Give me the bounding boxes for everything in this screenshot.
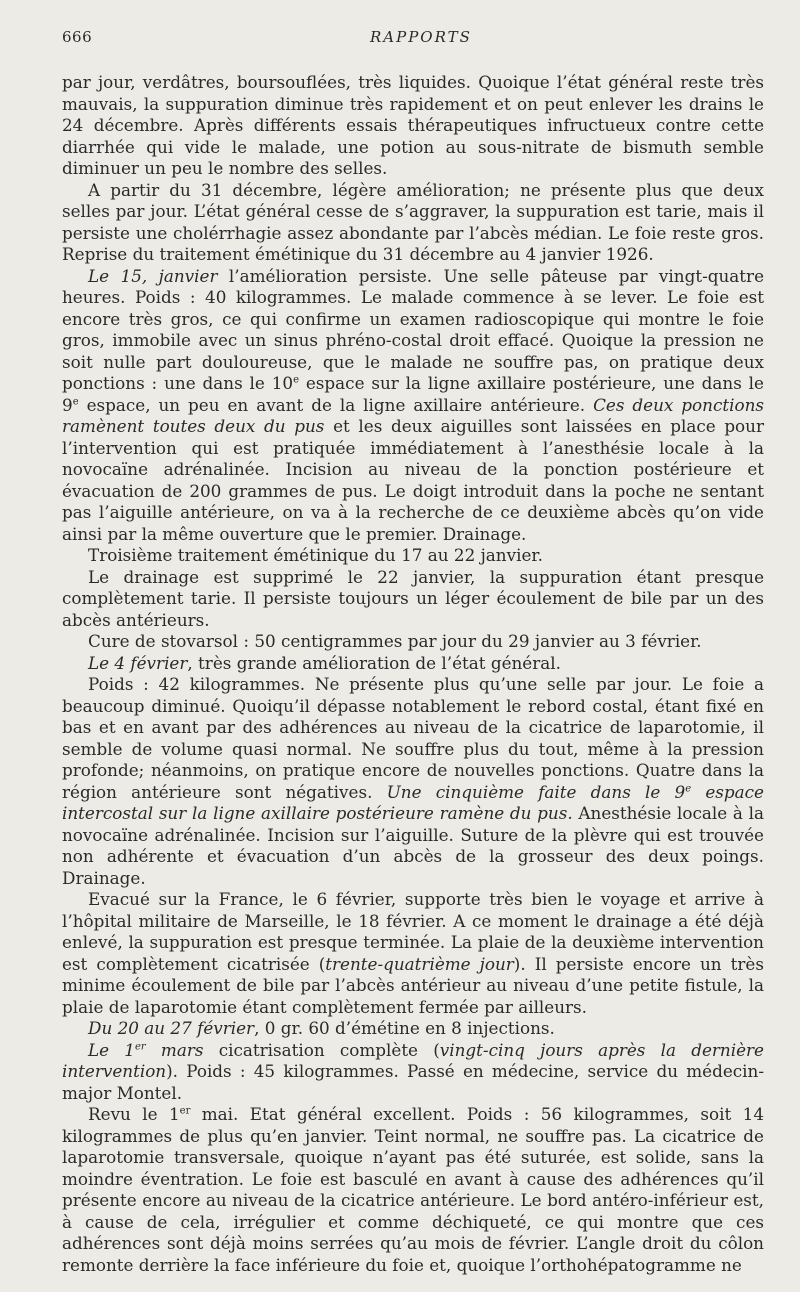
- text-run: espace, un peu en avant de la ligne axillaire antérieure.: [78, 394, 594, 415]
- text-run: Le drainage est supprimé le 22 janvier, la suppuration étant presque complètement tarie. Il persiste toujours un léger écoulement de bile par un des abcès antérieurs.: [62, 566, 764, 630]
- text-run: , très grande amélioration de l’état général.: [187, 652, 561, 673]
- superscript: er: [179, 1105, 191, 1117]
- paragraph-p10: [62, 1018, 764, 1040]
- paragraph-p2: [62, 180, 764, 266]
- page-header: [62, 28, 760, 52]
- paragraph-p4: [62, 545, 764, 567]
- superscript: e: [72, 395, 79, 407]
- text-run: A partir du 31 décembre, légère amélioration; ne présente plus que deux selles par jour. L’état général cesse de s’aggraver, la suppuration est tarie, mais il persiste une cholérrhagie assez abondante par l’abcès médian. Le foie reste gros. Reprise du traitement émétinique du 31 décembre au 4 janvier 1926.: [62, 179, 764, 264]
- paragraph-p12: [62, 1104, 764, 1276]
- text-run: ). Poids : 45 kilogrammes. Passé en médecine, service du médecin-major Montel.: [62, 1061, 764, 1103]
- italic-text: Ces deux ponctions ramènent toutes deux du pus: [62, 394, 764, 436]
- italic-text: Du 20 au 27 février: [88, 1018, 255, 1038]
- text-run: espace sur la ligne axillaire postérieure, une dans le 9: [62, 373, 764, 415]
- italic-text: espace intercostal sur la ligne axillaire postérieure ramène du pus.: [62, 781, 764, 823]
- text-run: Revu le 1: [88, 1104, 180, 1124]
- text-run: Anesthésie locale à la novocaïne adrénalinée. Incision sur l’aiguille. Suture de la plèvre qui est trouvée non adhérente et évacuation d’un abcès de la grosseur des deux poings. Drainage.: [62, 803, 764, 888]
- superscript: er: [134, 1040, 146, 1052]
- paragraph-p1: [62, 72, 764, 180]
- paragraph-p3: [62, 266, 764, 546]
- italic-text: trente-quatrième jour: [325, 953, 514, 974]
- text-run: cicatrisation complète (: [203, 1039, 440, 1060]
- text-run: mai. Etat général excellent. Poids : 56 kilogrammes, soit 14 kilogrammes de plus qu’en janvier. Teint normal, ne souffre pas. La cicatrice de laparotomie transversale, quoique n’ayant pas été suturée, est solide, sans la moindre éventration. Le foie est basculé en avant à cause des adhérences qu’il présente encore au niveau de la cicatrice antérieure. Le bord antéro-inférieur est, à cause de cela, irrégulier et comme déchiqueté, ce qui montre que ces adhérences sont déjà moins serrées qu’au mois de février. L’angle droit du côlon remonte derrière la face inférieure du foie et, quoique l’orthohépatogramme ne: [62, 1104, 764, 1275]
- page-number: 666: [62, 28, 93, 46]
- text-run: Cure de stovarsol : 50 centigrammes par jour du 29 janvier au 3 février.: [88, 631, 702, 651]
- paragraph-p8: [62, 674, 764, 889]
- text-run: et les deux aiguilles sont laissées en place pour l’intervention qui est pratiquée immédiatement à l’anesthésie locale à la novocaïne adrénalinée. Incision au niveau de la ponction postérieure et évacuation de 200 grammes de pus. Le doigt introduit dans la poche ne sentant pas l’aiguille antérieure, on va à la recherche de ce deuxième abcès qu’on vide ainsi par la même ouverture que le premier. Drainage.: [62, 416, 764, 544]
- text-run: ). Il persiste encore un très minime écoulement de bile par l’abcès antérieur au niveau d’une petite fistule, la plaie de laparotomie étant complètement fermée par ailleurs.: [62, 953, 764, 1017]
- text-run: Poids : 42 kilogrammes. Ne présente plus qu’une selle par jour. Le foie a beaucoup diminué. Quoiqu’il dépasse notablement le rebord costal, étant fixé en bas et en avant par des adhérences au niveau de la cicatrice de laparotomie, il semble de volume quasi normal. Ne souffre plus du tout, même à la pression profonde; néanmoins, on pratique encore de nouvelles ponctions. Quatre dans la région antérieure sont négatives.: [62, 674, 764, 802]
- text-run: l’amélioration persiste. Une selle pâteuse par vingt-quatre heures. Poids : 40 kilogrammes. Le malade commence à se lever. Le foie est encore très gros, ce qui confirme un examen radioscopique qui montre le foie gros, immobile avec un sinus phréno-costal droit effacé. Quoique la pression ne soit nulle part douloureuse, que le malade ne souffre pas, on pratique deux ponctions : une dans le 10: [62, 265, 764, 393]
- italic-text: Le 15, janvier: [88, 265, 218, 286]
- paragraph-p9: [62, 889, 764, 1018]
- superscript: e: [685, 782, 692, 794]
- paragraph-p11: [62, 1040, 764, 1105]
- text-run: Evacué sur la France, le 6 février, supporte très bien le voyage et arrive à l’hôpital militaire de Marseille, le 18 février. A ce moment le drainage a été déjà enlevé, la suppuration est presque terminée. La plaie de la deuxième intervention est complètement cicatrisée (: [62, 889, 764, 974]
- paragraph-p5: [62, 567, 764, 632]
- paragraph-p7: [62, 653, 764, 675]
- superscript: e: [293, 374, 299, 386]
- italic-text: Une cinquième faite dans le 9: [386, 781, 686, 802]
- italic-text: Le 1: [88, 1039, 135, 1060]
- text-run: , 0 gr. 60 d’émétine en 8 injections.: [254, 1018, 555, 1038]
- italic-text: vingt-cinq jours après la dernière intervention: [62, 1039, 764, 1081]
- running-title: RAPPORTS: [370, 28, 472, 46]
- italic-text: Le 4 février: [88, 652, 188, 673]
- italic-text: mars: [145, 1039, 204, 1060]
- paragraph-p6: [62, 631, 764, 653]
- body-text: [62, 72, 764, 1276]
- text-run: Troisième traitement émétinique du 17 au 22 janvier.: [88, 545, 543, 565]
- text-run: par jour, verdâtres, boursouflées, très liquides. Quoique l’état général reste très mauvais, la suppuration diminue très rapidement et on peut enlever les drains le 24 décembre. Après différents essais thérapeutiques infructueux contre cette diarrhée qui vide le malade, une potion au sous-nitrate de bismuth semble diminuer un peu le nombre des selles.: [62, 72, 764, 178]
